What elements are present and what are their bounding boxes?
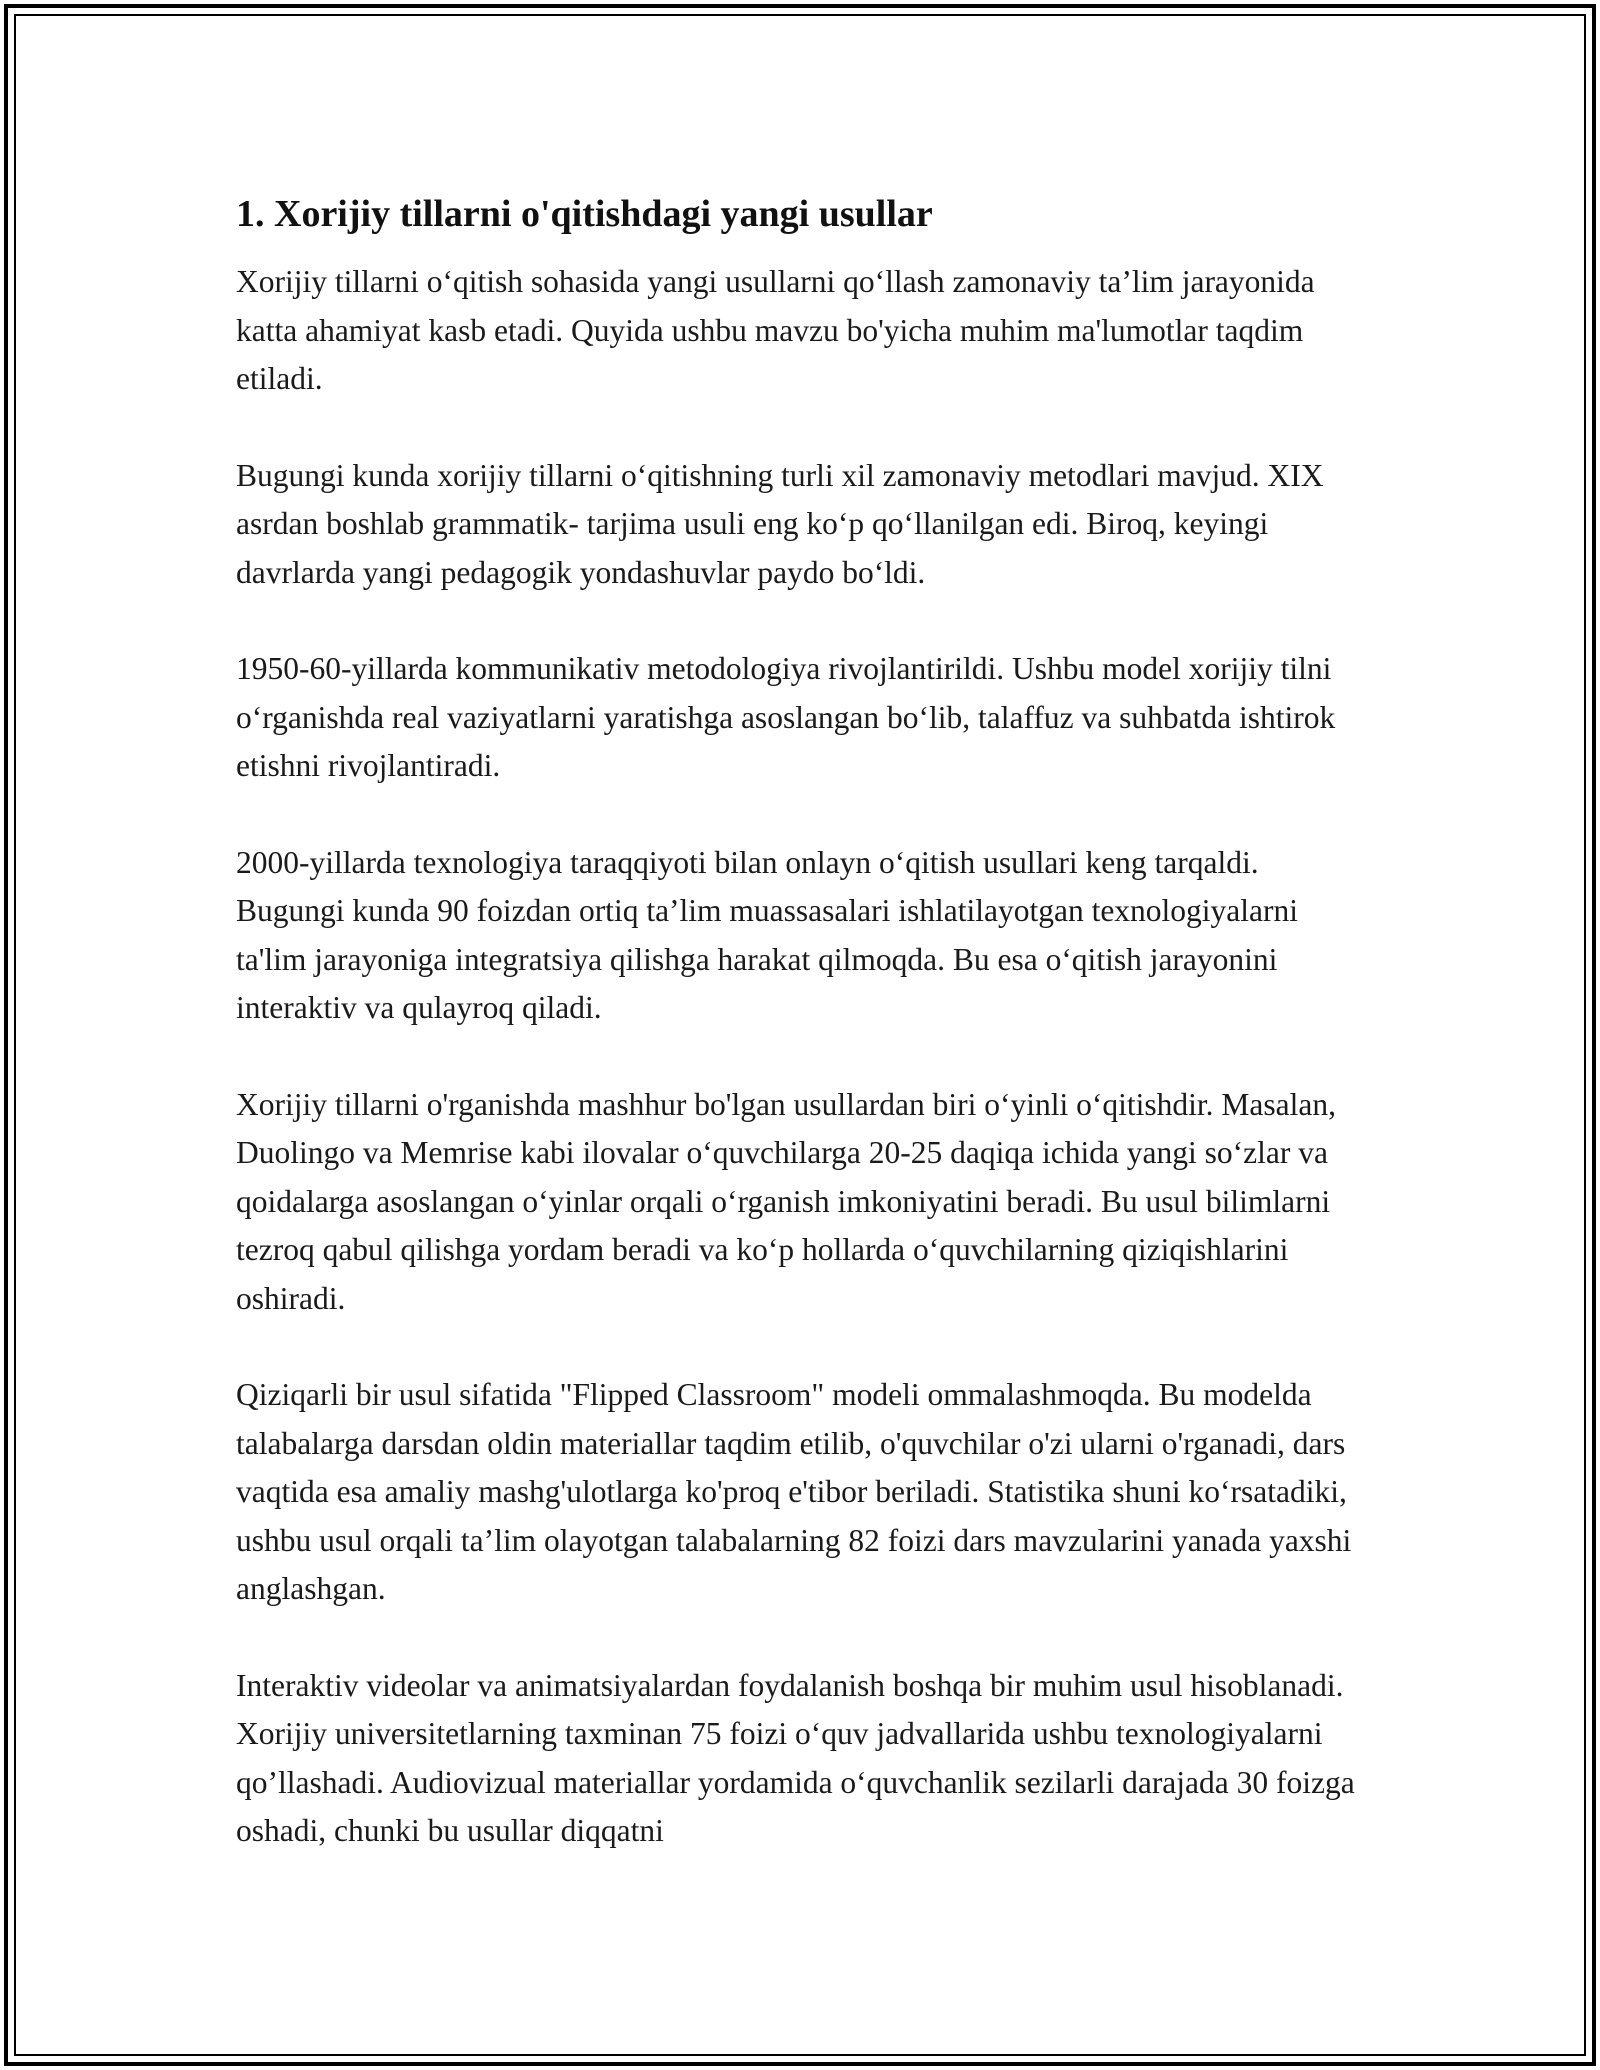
paragraph-interactive-video: Interaktiv videolar va animatsiyalardan foydalanish boshqa bir muhim usul hisoblanadi. Xorijiy universitetlarning taxminan 75 foizi o‘quv jadvallarida ushbu texnologiyalarni qo’llashadi. Audiovizual materiallar yordamida o‘quvchanlik sezilarli darajada 30 foizga oshadi, chunki bu usullar diqqatni <box>236 1667 1355 1848</box>
document-body <box>236 190 1366 1904</box>
paragraph-game-learning: Xorijiy tillarni o'rganishda mashhur bo'lgan usullardan biri o‘yinli o‘qitishdir. Masalan, Duolingo va Memrise kabi ilovalar o‘quvchilarga 20-25 daqiqa ichida yangi so‘zlar va qoidalarga asoslangan o‘yinlar orqali o‘rganish imkoniyatini beradi. Bu usul bilimlarni tezroq qabul qilishga yordam beradi va ko‘p hollarda o‘quvchilarning qiziqishlarini oshiradi. <box>236 1086 1336 1316</box>
section-heading: 1. Xorijiy tillarni o'qitishdagi yangi usullar <box>236 193 933 235</box>
paragraph-flipped-classroom: Qiziqarli bir usul sifatida "Flipped Classroom" modeli ommalashmoqda. Bu modelda talabalarga darsdan oldin materiallar taqdim etilib, o'quvchilar o'zi ularni o'rganadi, dars vaqtida esa amaliy mashg'ulotlarga ko'proq e'tibor beriladi. Statistika shuni ko‘rsatadiki, ushbu usul orqali ta’lim olayotgan talabalarning 82 foizi dars mavzularini yanada yaxshi anglashgan. <box>236 1377 1352 1606</box>
paragraph-online-learning: 2000-yillarda texnologiya taraqqiyoti bilan onlayn o‘qitish usullari keng tarqaldi. Bugungi kunda 90 foizdan ortiq ta’lim muassasalari ishlatilayotgan texnologiyalarni ta'lim jarayoniga integratsiya qilishga harakat qilmoqda. Bu esa o‘qitish jarayonini interaktiv va qulayroq qiladi. <box>236 844 1299 1025</box>
paragraph-intro: Xorijiy tillarni o‘qitish sohasida yangi usullarni qo‘llash zamonaviy ta’lim jarayonida katta ahamiyat kasb etadi. Quyida ushbu mavzu bo'yicha muhim ma'lumotlar taqdim etiladi. <box>236 264 1315 396</box>
paragraph-modern-methods: Bugungi kunda xorijiy tillarni o‘qitishning turli xil zamonaviy metodlari mavjud. XIX asrdan boshlab grammatik- tarjima usuli eng ko‘p qo‘llanilgan edi. Biroq, keyingi davrlarda yangi pedagogik yondashuvlar paydo bo‘ldi. <box>236 457 1324 590</box>
paragraph-communicative: 1950-60-yillarda kommunikativ metodologiya rivojlantirildi. Ushbu model xorijiy tilni o‘rganishda real vaziyatlarni yaratishga asoslangan bo‘lib, talaffuz va suhbatda ishtirok etishni rivojlantiradi. <box>236 651 1336 783</box>
